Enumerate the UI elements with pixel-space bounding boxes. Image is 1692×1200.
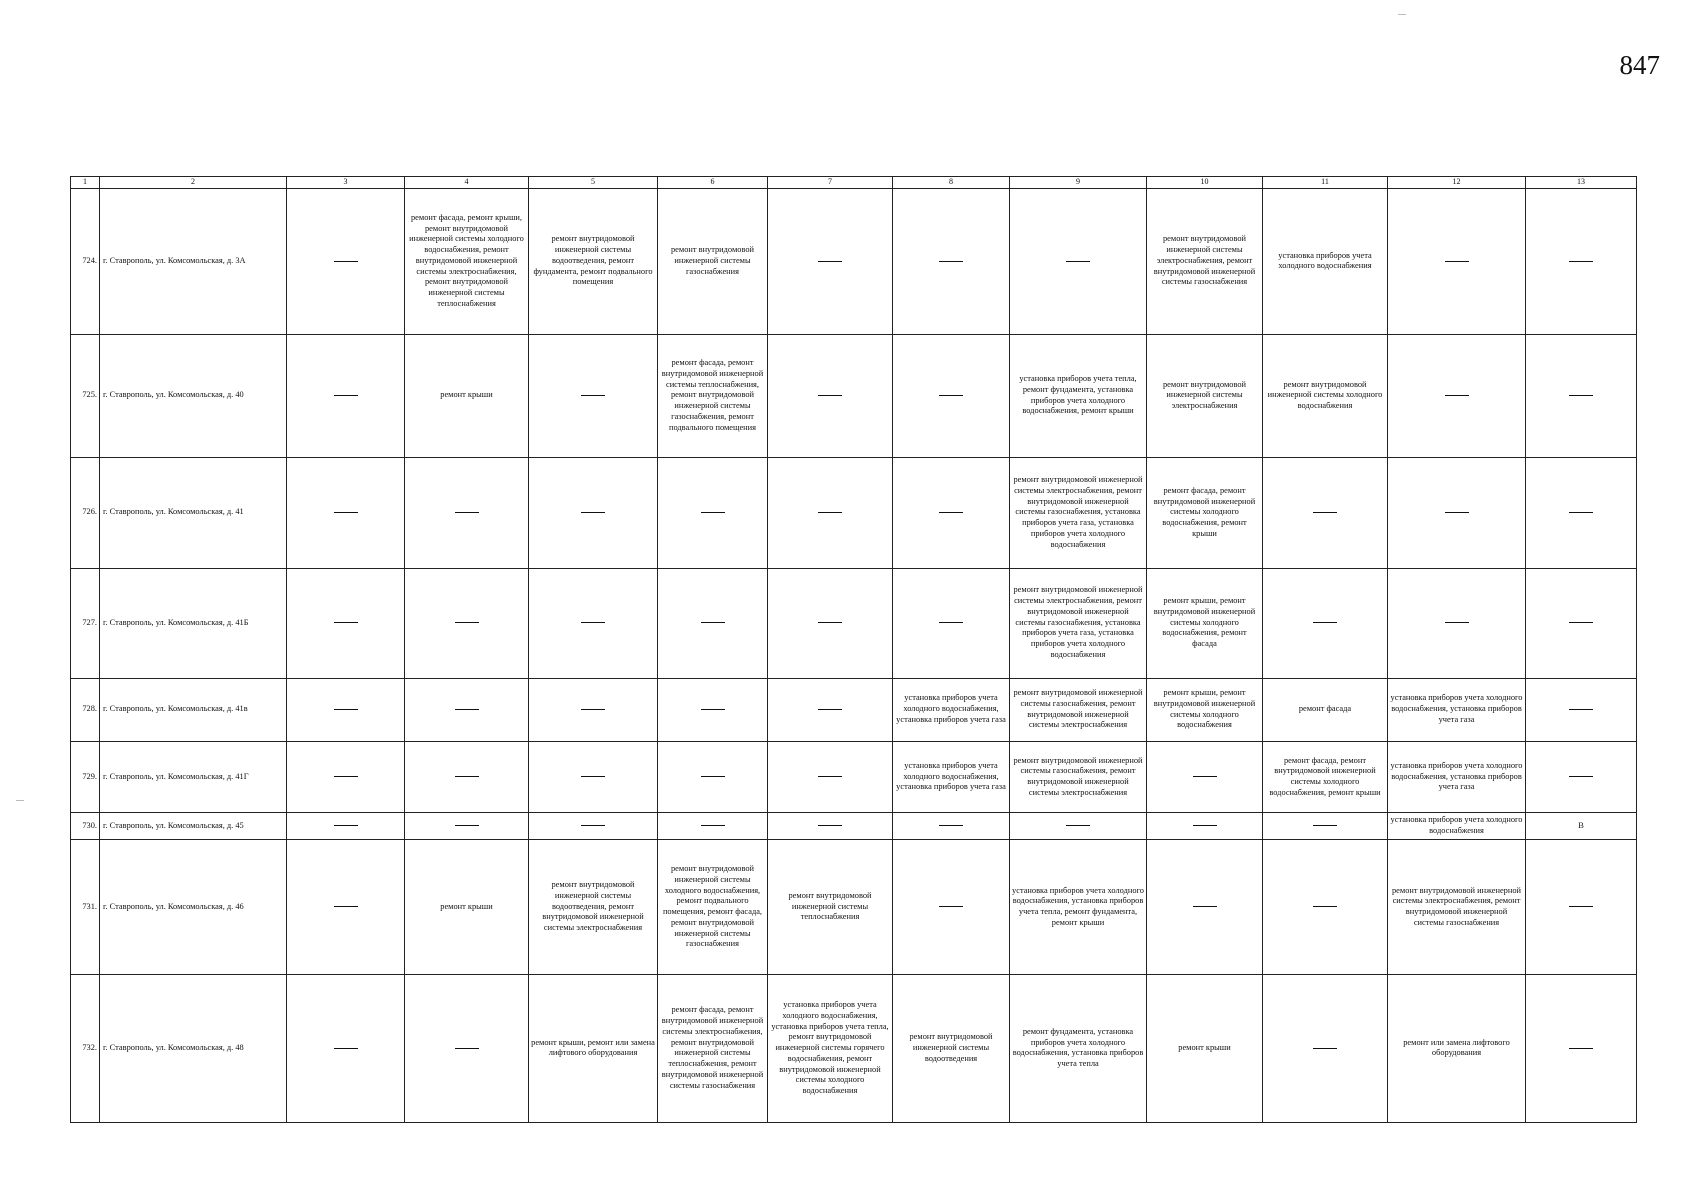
- work-type-cell: ремонт внутридомовой инженерной системы водоотведения: [893, 974, 1010, 1122]
- empty-cell: [1388, 334, 1526, 457]
- empty-cell: [893, 568, 1010, 678]
- empty-cell: [1010, 188, 1147, 334]
- empty-cell: [405, 457, 529, 568]
- dash-mark: [818, 512, 842, 513]
- empty-cell: [529, 741, 658, 813]
- row-number: 724.: [71, 188, 100, 334]
- address-cell: г. Ставрополь, ул. Комсомольская, д. 41: [100, 457, 287, 568]
- work-type-cell: ремонт внутридомовой инженерной системы газоснабжения, ремонт внутридомовой инженерной системы электроснабжения: [1010, 741, 1147, 813]
- column-number: 11: [1263, 177, 1388, 189]
- row-number: 729.: [71, 741, 100, 813]
- work-type-cell: установка приборов учета холодного водоснабжения, установка приборов учета тепла, ремонт фундамента, ремонт крыши: [1010, 840, 1147, 975]
- empty-cell: [768, 568, 893, 678]
- dash-mark: [701, 622, 725, 623]
- empty-cell: [287, 813, 405, 840]
- dash-mark: [818, 622, 842, 623]
- dash-mark: [581, 622, 605, 623]
- empty-cell: [1526, 840, 1637, 975]
- dash-mark: [581, 512, 605, 513]
- dash-mark: [701, 825, 725, 826]
- dash-mark: [939, 825, 963, 826]
- empty-cell: [768, 678, 893, 741]
- dash-mark: [581, 395, 605, 396]
- dash-mark: [455, 622, 479, 623]
- work-type-cell: ремонт крыши: [405, 334, 529, 457]
- work-type-cell: ремонт крыши, ремонт внутридомовой инженерной системы холодного водоснабжения: [1147, 678, 1263, 741]
- dash-mark: [818, 709, 842, 710]
- work-type-cell: ремонт фундамента, установка приборов учета холодного водоснабжения, установка приборов учета тепла: [1010, 974, 1147, 1122]
- empty-cell: [1263, 974, 1388, 1122]
- dash-mark: [1313, 1048, 1337, 1049]
- dash-mark: [701, 709, 725, 710]
- dash-mark: [455, 512, 479, 513]
- work-type-cell: ремонт внутридомовой инженерной системы водоотведения, ремонт внутридомовой инженерной системы электроснабжения: [529, 840, 658, 975]
- dash-mark: [455, 776, 479, 777]
- dash-mark: [334, 709, 358, 710]
- empty-cell: [1526, 457, 1637, 568]
- page-number: 847: [1619, 50, 1660, 80]
- column-number: 13: [1526, 177, 1637, 189]
- dash-mark: [701, 776, 725, 777]
- dash-mark: [334, 776, 358, 777]
- dash-mark: [818, 825, 842, 826]
- dash-mark: [1445, 261, 1469, 262]
- work-type-cell: установка приборов учета холодного водоснабжения: [1388, 813, 1526, 840]
- empty-cell: [529, 678, 658, 741]
- row-number: 725.: [71, 334, 100, 457]
- dash-mark: [1569, 709, 1593, 710]
- empty-cell: [893, 840, 1010, 975]
- dash-mark: [1193, 906, 1217, 907]
- column-number-row: [71, 177, 1637, 189]
- column-number: 10: [1147, 177, 1263, 189]
- dash-mark: [1066, 825, 1090, 826]
- row-number: 726.: [71, 457, 100, 568]
- work-type-cell: ремонт внутридомовой инженерной системы холодного водоснабжения, ремонт подвального помещения, ремонт фасада, ремонт внутридомовой инженерной системы газоснабжения: [658, 840, 768, 975]
- work-type-cell: ремонт крыши, ремонт или замена лифтового оборудования: [529, 974, 658, 1122]
- repair-schedule-table: [70, 176, 1637, 1123]
- dash-mark: [1313, 906, 1337, 907]
- empty-cell: [658, 813, 768, 840]
- dash-mark: [1569, 1048, 1593, 1049]
- work-type-cell: ремонт крыши: [1147, 974, 1263, 1122]
- empty-cell: [1526, 741, 1637, 813]
- empty-cell: [1388, 188, 1526, 334]
- column-number: 2: [100, 177, 287, 189]
- row-number: 730.: [71, 813, 100, 840]
- dash-mark: [939, 261, 963, 262]
- work-type-cell: установка приборов учета холодного водоснабжения, установка приборов учета тепла, ремонт внутридомовой инженерной системы горячего водоснабжения, ремонт внутридомовой инженерной системы холодного водоснабжения: [768, 974, 893, 1122]
- work-type-cell: установка приборов учета холодного водоснабжения: [1263, 188, 1388, 334]
- address-cell: г. Ставрополь, ул. Комсомольская, д. 40: [100, 334, 287, 457]
- address-cell: г. Ставрополь, ул. Комсомольская, д. 41Б: [100, 568, 287, 678]
- dash-mark: [1313, 622, 1337, 623]
- dash-mark: [701, 512, 725, 513]
- empty-cell: [1526, 568, 1637, 678]
- empty-cell: [1263, 457, 1388, 568]
- column-number: 4: [405, 177, 529, 189]
- scan-mark: [16, 800, 24, 801]
- empty-cell: [658, 678, 768, 741]
- empty-cell: [1147, 741, 1263, 813]
- work-type-cell: ремонт крыши: [405, 840, 529, 975]
- table-row: [71, 974, 1637, 1122]
- dash-mark: [455, 825, 479, 826]
- empty-cell: [768, 813, 893, 840]
- empty-cell: [658, 741, 768, 813]
- empty-cell: [287, 840, 405, 975]
- row-number: 727.: [71, 568, 100, 678]
- work-type-cell: ремонт фасада: [1263, 678, 1388, 741]
- dash-mark: [334, 622, 358, 623]
- dash-mark: [455, 709, 479, 710]
- empty-cell: [1526, 188, 1637, 334]
- empty-cell: [1526, 678, 1637, 741]
- dash-mark: [1193, 825, 1217, 826]
- empty-cell: [1147, 813, 1263, 840]
- table-row: [71, 840, 1637, 975]
- dash-mark: [1193, 776, 1217, 777]
- dash-mark: [334, 825, 358, 826]
- dash-mark: [1569, 906, 1593, 907]
- work-type-cell: ремонт фасада, ремонт внутридомовой инженерной системы холодного водоснабжения, ремонт крыши: [1147, 457, 1263, 568]
- row-number: 732.: [71, 974, 100, 1122]
- empty-cell: [893, 813, 1010, 840]
- empty-cell: [529, 334, 658, 457]
- dash-mark: [1445, 512, 1469, 513]
- work-type-cell: ремонт внутридомовой инженерной системы холодного водоснабжения: [1263, 334, 1388, 457]
- empty-cell: [529, 568, 658, 678]
- dash-mark: [1569, 261, 1593, 262]
- empty-cell: [893, 188, 1010, 334]
- dash-mark: [1569, 512, 1593, 513]
- empty-cell: [287, 188, 405, 334]
- dash-mark: [818, 261, 842, 262]
- column-number: 1: [71, 177, 100, 189]
- work-type-cell: ремонт внутридомовой инженерной системы электроснабжения, ремонт внутридомовой инженерной системы газоснабжения: [1147, 188, 1263, 334]
- work-type-cell: установка приборов учета холодного водоснабжения, установка приборов учета газа: [893, 678, 1010, 741]
- empty-cell: [287, 741, 405, 813]
- dash-mark: [1569, 622, 1593, 623]
- dash-mark: [939, 622, 963, 623]
- work-type-cell: ремонт фасада, ремонт внутридомовой инженерной системы теплоснабжения, ремонт внутридомовой инженерной системы газоснабжения, ремонт подвального помещения: [658, 334, 768, 457]
- dash-mark: [581, 776, 605, 777]
- dash-mark: [818, 776, 842, 777]
- work-type-cell: ремонт внутридомовой инженерной системы газоснабжения, ремонт внутридомовой инженерной системы электроснабжения: [1010, 678, 1147, 741]
- table-row: [71, 813, 1637, 840]
- empty-cell: [1147, 840, 1263, 975]
- dash-mark: [334, 1048, 358, 1049]
- dash-mark: [1066, 261, 1090, 262]
- dash-mark: [455, 1048, 479, 1049]
- empty-cell: [287, 457, 405, 568]
- dash-mark: [581, 825, 605, 826]
- dash-mark: [1569, 395, 1593, 396]
- work-type-cell: ремонт внутридомовой инженерной системы теплоснабжения: [768, 840, 893, 975]
- column-number: 12: [1388, 177, 1526, 189]
- work-type-cell: установка приборов учета холодного водоснабжения, установка приборов учета газа: [1388, 741, 1526, 813]
- dash-mark: [1445, 395, 1469, 396]
- work-type-cell: установка приборов учета холодного водоснабжения, установка приборов учета газа: [893, 741, 1010, 813]
- empty-cell: [658, 568, 768, 678]
- empty-cell: [893, 334, 1010, 457]
- empty-cell: [405, 813, 529, 840]
- empty-cell: [529, 457, 658, 568]
- table-row: [71, 741, 1637, 813]
- table-row: [71, 678, 1637, 741]
- empty-cell: [768, 334, 893, 457]
- work-type-cell: ремонт внутридомовой инженерной системы электроснабжения, ремонт внутридомовой инженерной системы газоснабжения, установка приборов учета газа, установка приборов учета холодного водоснабжения: [1010, 568, 1147, 678]
- empty-cell: [1263, 813, 1388, 840]
- empty-cell: [768, 741, 893, 813]
- dash-mark: [939, 906, 963, 907]
- empty-cell: [768, 188, 893, 334]
- empty-cell: [287, 678, 405, 741]
- dash-mark: [939, 512, 963, 513]
- empty-cell: [658, 457, 768, 568]
- empty-cell: [405, 974, 529, 1122]
- column-number: 6: [658, 177, 768, 189]
- address-cell: г. Ставрополь, ул. Комсомольская, д. 41Г: [100, 741, 287, 813]
- empty-cell: [287, 568, 405, 678]
- dash-mark: [1313, 512, 1337, 513]
- dash-mark: [334, 512, 358, 513]
- work-type-cell: ремонт внутридомовой инженерной системы электроснабжения: [1147, 334, 1263, 457]
- address-cell: г. Ставрополь, ул. Комсомольская, д. 41в: [100, 678, 287, 741]
- dash-mark: [1569, 776, 1593, 777]
- column-number: 9: [1010, 177, 1147, 189]
- table-row: [71, 568, 1637, 678]
- column-number: 7: [768, 177, 893, 189]
- table-row: [71, 188, 1637, 334]
- empty-cell: [768, 457, 893, 568]
- empty-cell: [1263, 840, 1388, 975]
- work-type-cell: ремонт внутридомовой инженерной системы водоотведения, ремонт фундамента, ремонт подвального помещения: [529, 188, 658, 334]
- scan-mark: [1398, 14, 1406, 15]
- address-cell: г. Ставрополь, ул. Комсомольская, д. 45: [100, 813, 287, 840]
- work-type-cell: ремонт крыши, ремонт внутридомовой инженерной системы холодного водоснабжения, ремонт фасада: [1147, 568, 1263, 678]
- work-type-cell: В: [1526, 813, 1637, 840]
- empty-cell: [1388, 568, 1526, 678]
- dash-mark: [1445, 622, 1469, 623]
- row-number: 731.: [71, 840, 100, 975]
- column-number: 5: [529, 177, 658, 189]
- dash-mark: [334, 395, 358, 396]
- empty-cell: [405, 568, 529, 678]
- empty-cell: [287, 334, 405, 457]
- dash-mark: [1313, 825, 1337, 826]
- dash-mark: [581, 709, 605, 710]
- dash-mark: [939, 395, 963, 396]
- dash-mark: [818, 395, 842, 396]
- address-cell: г. Ставрополь, ул. Комсомольская, д. 48: [100, 974, 287, 1122]
- empty-cell: [1388, 457, 1526, 568]
- dash-mark: [334, 261, 358, 262]
- address-cell: г. Ставрополь, ул. Комсомольская, д. 46: [100, 840, 287, 975]
- work-type-cell: ремонт внутридомовой инженерной системы электроснабжения, ремонт внутридомовой инженерной системы газоснабжения: [1388, 840, 1526, 975]
- empty-cell: [287, 974, 405, 1122]
- address-cell: г. Ставрополь, ул. Комсомольская, д. 3А: [100, 188, 287, 334]
- work-type-cell: ремонт или замена лифтового оборудования: [1388, 974, 1526, 1122]
- work-type-cell: ремонт внутридомовой инженерной системы газоснабжения: [658, 188, 768, 334]
- work-type-cell: ремонт фасада, ремонт внутридомовой инженерной системы электроснабжения, ремонт внутридомовой инженерной системы теплоснабжения, ремонт внутридомовой инженерной системы газоснабжения: [658, 974, 768, 1122]
- empty-cell: [1526, 334, 1637, 457]
- table-row: [71, 334, 1637, 457]
- empty-cell: [1010, 813, 1147, 840]
- column-number: 8: [893, 177, 1010, 189]
- work-type-cell: ремонт фасада, ремонт крыши, ремонт внутридомовой инженерной системы холодного водоснабжения, ремонт внутридомовой инженерной системы электроснабжения, ремонт внутридомовой инженерной системы теплоснабжения: [405, 188, 529, 334]
- empty-cell: [1263, 568, 1388, 678]
- work-type-cell: ремонт внутридомовой инженерной системы электроснабжения, ремонт внутридомовой инженерной системы газоснабжения, установка приборов учета газа, установка приборов учета холодного водоснабжения: [1010, 457, 1147, 568]
- empty-cell: [893, 457, 1010, 568]
- column-number: 3: [287, 177, 405, 189]
- work-type-cell: установка приборов учета тепла, ремонт фундамента, установка приборов учета холодного водоснабжения, ремонт крыши: [1010, 334, 1147, 457]
- empty-cell: [529, 813, 658, 840]
- dash-mark: [334, 906, 358, 907]
- work-type-cell: ремонт фасада, ремонт внутридомовой инженерной системы холодного водоснабжения, ремонт крыши: [1263, 741, 1388, 813]
- row-number: 728.: [71, 678, 100, 741]
- empty-cell: [405, 678, 529, 741]
- empty-cell: [1526, 974, 1637, 1122]
- work-type-cell: установка приборов учета холодного водоснабжения, установка приборов учета газа: [1388, 678, 1526, 741]
- empty-cell: [405, 741, 529, 813]
- table-row: [71, 457, 1637, 568]
